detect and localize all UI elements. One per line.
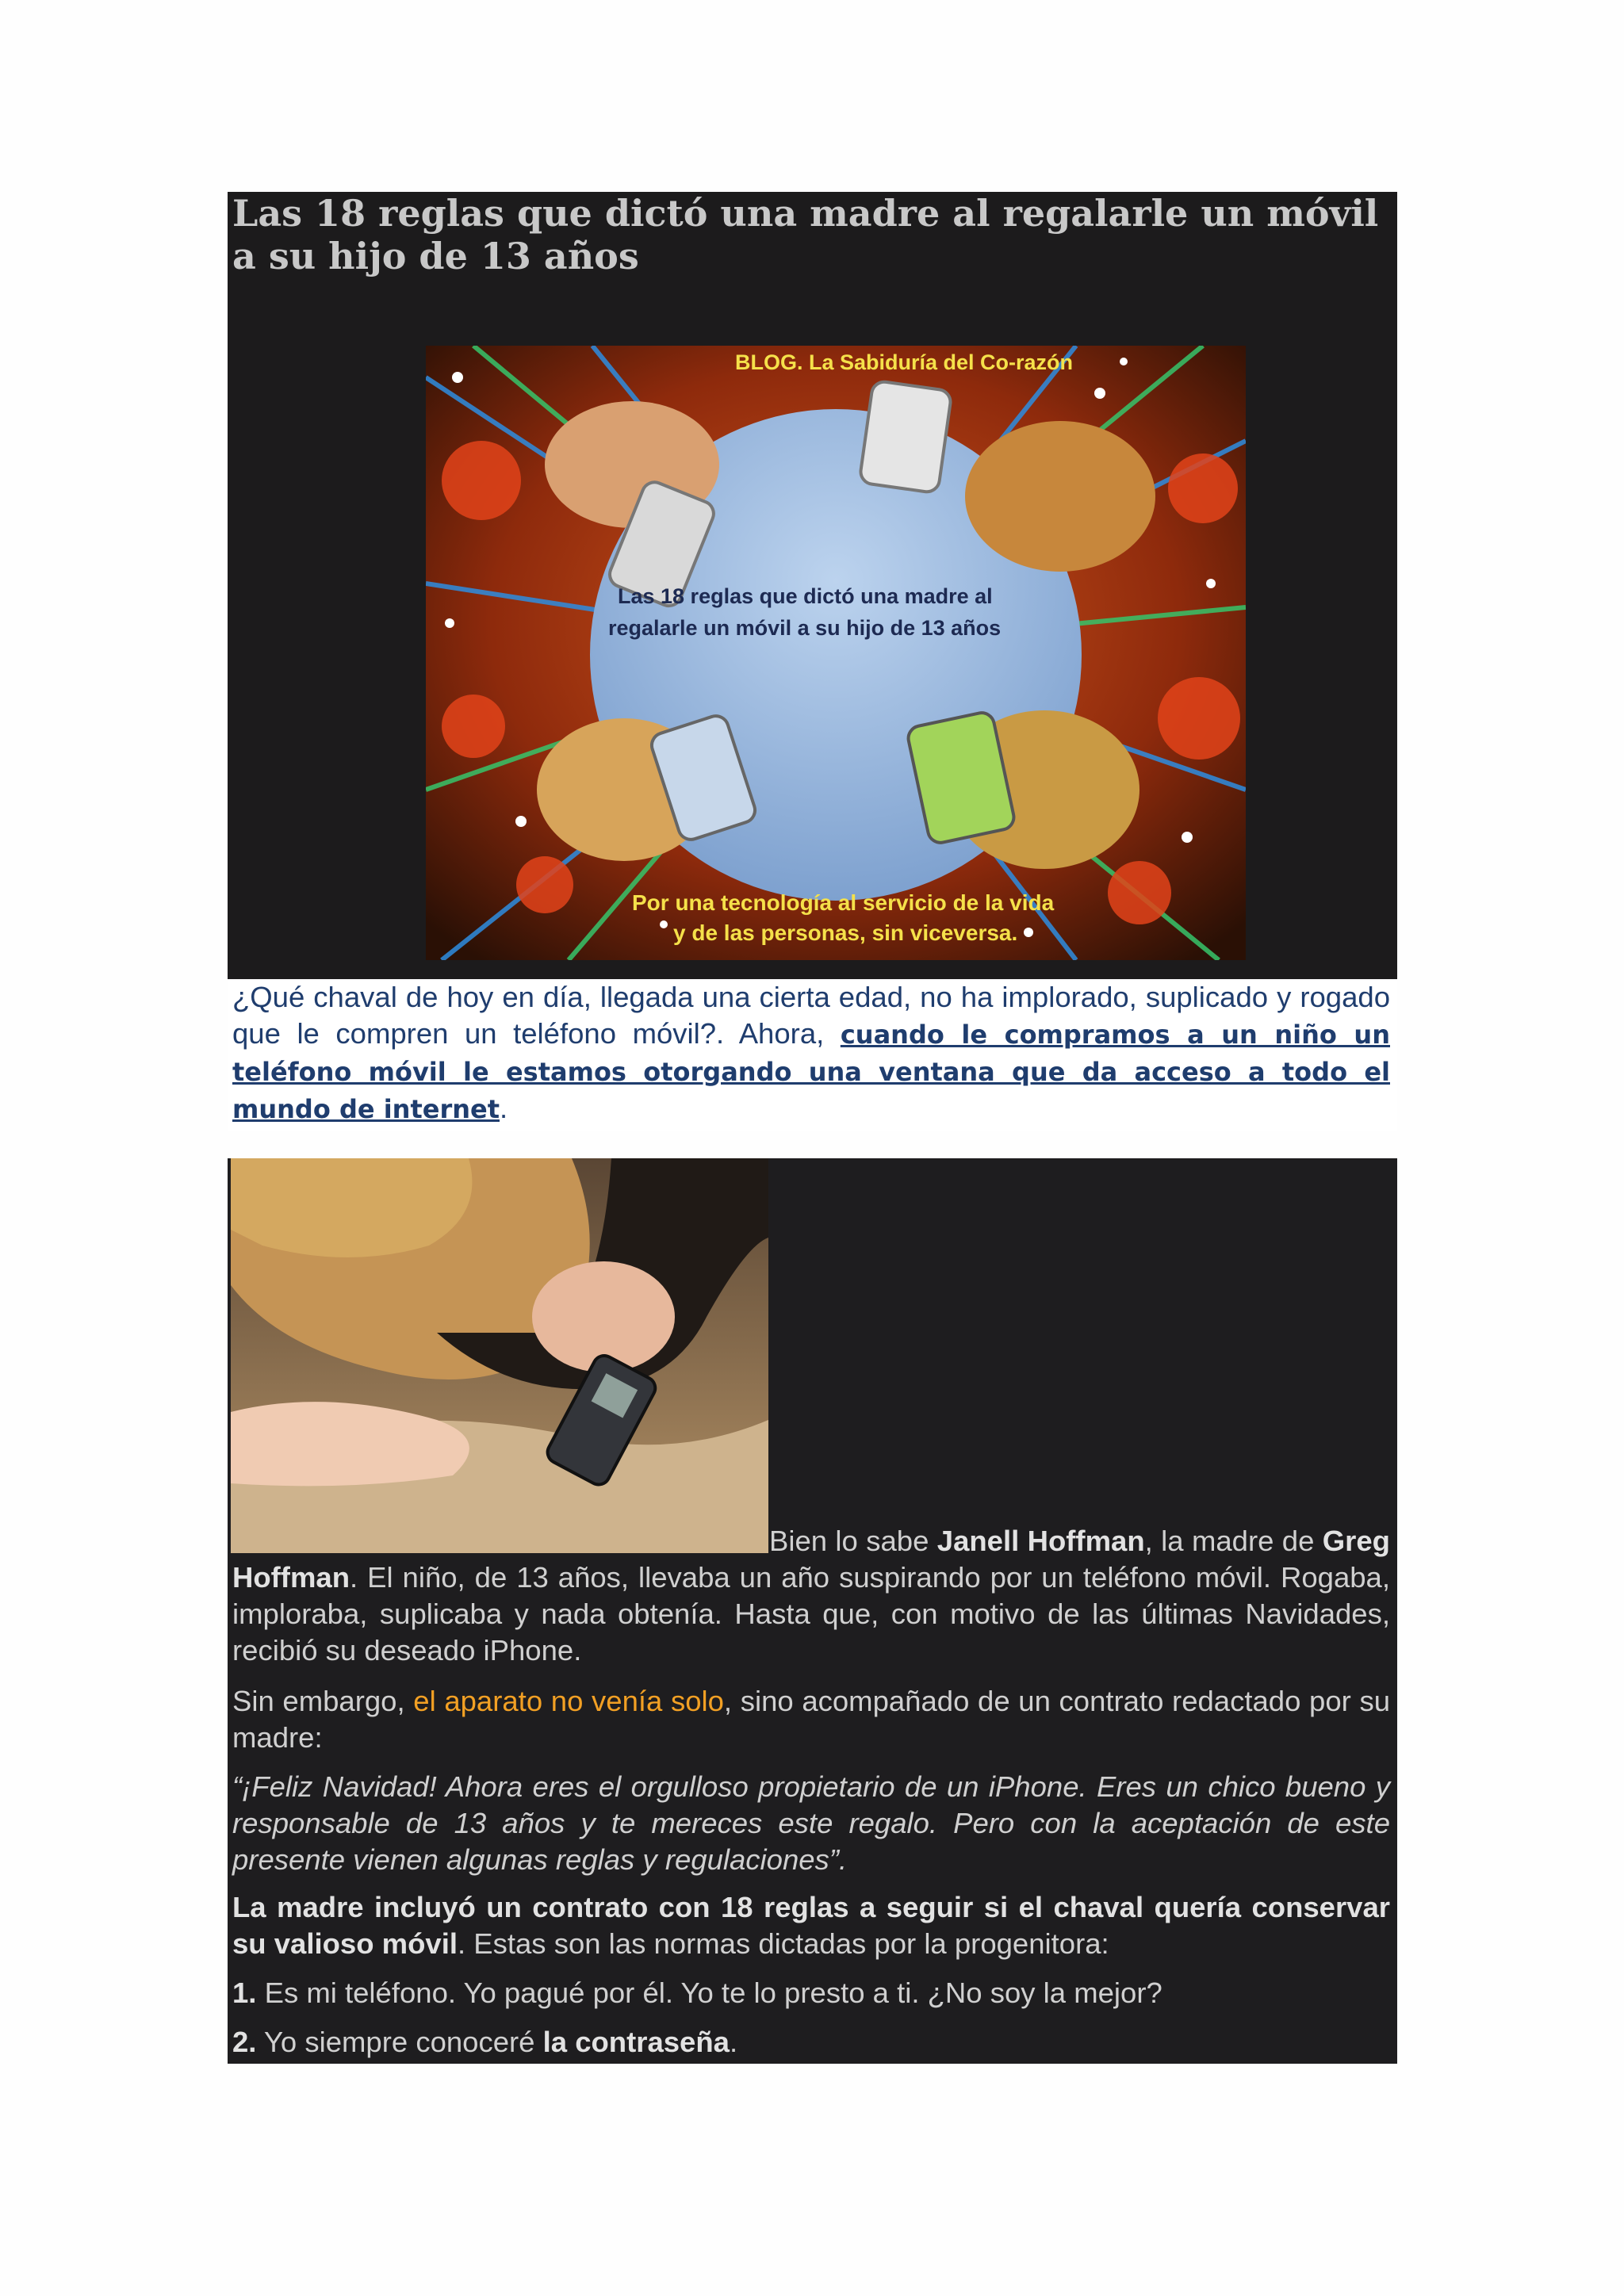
sleeping-boy-photo xyxy=(231,1158,768,1553)
paragraph-4 xyxy=(232,1889,1390,1962)
hero-bottom-line1: Por una tecnología al servicio de la vida xyxy=(632,890,1055,915)
hero-bottom-line2: y de las personas, sin viceversa. xyxy=(673,920,1018,945)
rule-2 xyxy=(232,2024,1390,2061)
rule-2-text-a: Yo siempre conoceré xyxy=(256,2026,543,2058)
intro-link[interactable]: cuando le compramos a un niño un teléfono móvil le estamos otorgando una ventana que da acceso a todo el mundo de internet xyxy=(232,1020,1390,1124)
paragraph-2 xyxy=(232,1683,1390,1756)
hero-center-line1: Las 18 reglas que dictó una madre al xyxy=(618,584,993,608)
quote-paragraph: “¡Feliz Navidad! Ahora eres el orgulloso propietario de un iPhone. Eres un chico bueno y responsable de 13 años y te mereces este regalo. Pero con la aceptación de este presente vienen algunas reglas y regulaciones”. xyxy=(232,1770,1390,1876)
p2-highlight: el aparato no venía solo xyxy=(413,1685,724,1717)
hero-illustration xyxy=(426,346,1246,960)
title-block xyxy=(228,192,1397,979)
hero-image xyxy=(426,346,1246,960)
p1-text-e: . El niño, de 13 años, llevaba un año suspirando por un teléfono móvil. Rogaba, imploraba, suplicaba y nada obtenía. Hasta que, con motivo de las últimas Navidades, recibió su deseado iPhone. xyxy=(232,1561,1390,1667)
intro-paragraph xyxy=(232,979,1390,1127)
rule-1-text: Es mi teléfono. Yo pagué por él. Yo te lo presto a ti. ¿No soy la mejor? xyxy=(256,1976,1162,2009)
p2-text-a: Sin embargo, xyxy=(232,1685,414,1717)
rule-2-text-b: . xyxy=(729,2026,738,2058)
article-title: Las 18 reglas que dictó una madre al regalarle un móvil a su hijo de 13 años xyxy=(232,192,1379,277)
p1-text-a: Bien lo sabe xyxy=(769,1525,937,1557)
rule-2-number: 2. xyxy=(232,2026,257,2058)
p4-rest: . Estas son las normas dictadas por la progenitora: xyxy=(457,1927,1109,1960)
p2-text-c: , sino acompañado de un contrato redactado por su madre: xyxy=(232,1685,1391,1754)
hero-blog-name: BLOG. La Sabiduría del Co-razón xyxy=(735,350,1074,374)
rule-1 xyxy=(232,1975,1390,2011)
rule-1-number: 1. xyxy=(232,1976,257,2009)
intro-section xyxy=(228,979,1397,1131)
article-body xyxy=(228,1158,1397,2064)
paragraph-1 xyxy=(232,1523,1390,1669)
p4-bold: La madre incluyó un contrato con 18 reglas a seguir si el chaval quería conservar su valioso móvil xyxy=(232,1891,1390,1960)
intro-text: ¿Qué chaval de hoy en día, llegada una cierta edad, no ha implorado, suplicado y rogado que le compren un teléfono móvil?. Ahora, xyxy=(232,981,1390,1050)
p1-text-c: , la madre de xyxy=(1144,1525,1323,1557)
son-name: Greg Hoffman xyxy=(232,1525,1390,1594)
hero-center-line2: regalarle un móvil a su hijo de 13 años xyxy=(608,616,1002,640)
mother-name: Janell Hoffman xyxy=(936,1525,1145,1557)
intro-link-end: . xyxy=(500,1092,508,1124)
rule-2-bold: la contraseña xyxy=(542,2026,730,2058)
photo-illustration xyxy=(231,1158,768,1553)
